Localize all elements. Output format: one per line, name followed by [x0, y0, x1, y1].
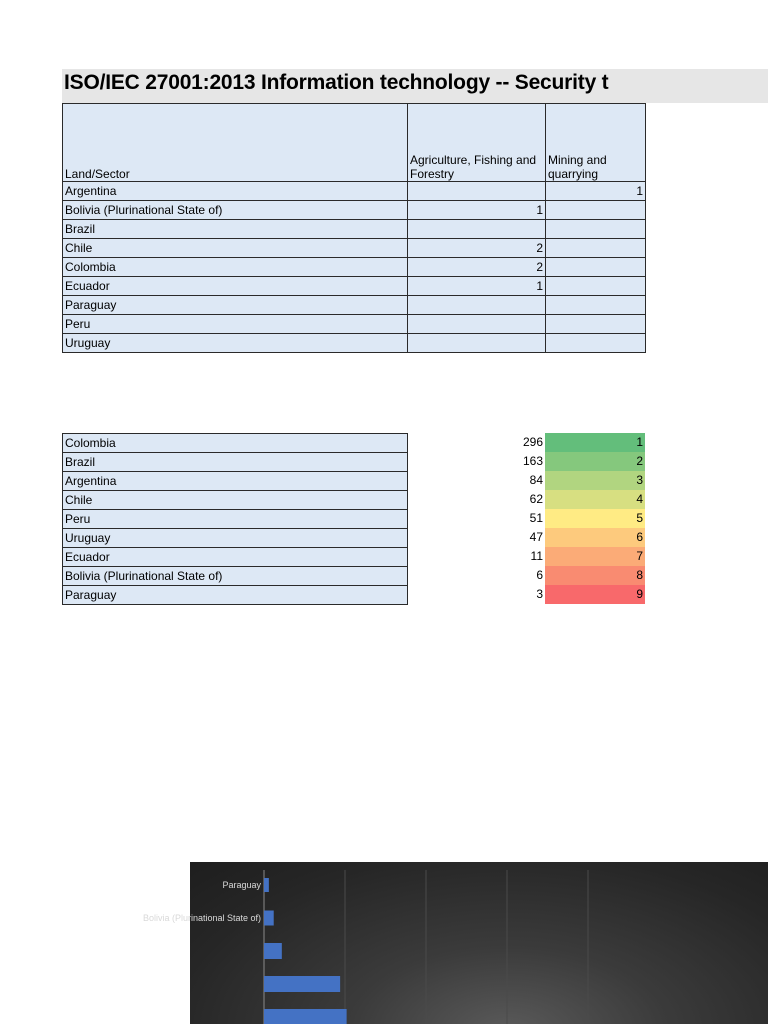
- table-row: [63, 315, 646, 334]
- sector-header-cell[interactable]: Agriculture, Fishing and Forestry: [408, 104, 546, 182]
- agriculture-cell[interactable]: [408, 296, 546, 315]
- ranking-count-cell[interactable]: 84: [529, 473, 543, 487]
- bar-chart[interactable]: [142, 862, 768, 1024]
- agriculture-cell[interactable]: [408, 182, 546, 201]
- table-row: [63, 239, 646, 258]
- table-row: [408, 566, 645, 585]
- table-row: [63, 258, 646, 277]
- country-cell[interactable]: Brazil: [63, 220, 408, 239]
- ranking-count-cell[interactable]: 6: [536, 568, 543, 582]
- agriculture-cell[interactable]: [408, 220, 546, 239]
- table-row: [63, 220, 646, 239]
- country-cell[interactable]: Ecuador: [63, 277, 408, 296]
- ranking-rank-cell[interactable]: 2: [545, 452, 645, 471]
- mining-cell[interactable]: [546, 277, 646, 296]
- table-row: [63, 586, 408, 605]
- ranking-country-table: [62, 433, 408, 605]
- mining-cell[interactable]: [546, 220, 646, 239]
- agriculture-cell[interactable]: [408, 315, 546, 334]
- table-row: [63, 334, 646, 353]
- table-row: [63, 548, 408, 567]
- agriculture-cell[interactable]: 2: [408, 239, 546, 258]
- sector-header-cell[interactable]: Mining and quarrying: [546, 104, 646, 182]
- table-row: [408, 452, 645, 471]
- table-row: [408, 585, 645, 604]
- table-row: [63, 510, 408, 529]
- ranking-rank-cell[interactable]: 9: [545, 585, 645, 604]
- ranking-country-cell[interactable]: Ecuador: [63, 548, 408, 567]
- bar: [264, 976, 340, 992]
- bar: [264, 943, 282, 959]
- ranking-rank-cell[interactable]: 5: [545, 509, 645, 528]
- mining-cell[interactable]: [546, 334, 646, 353]
- agriculture-cell[interactable]: 1: [408, 201, 546, 220]
- ranking-country-cell[interactable]: Argentina: [63, 472, 408, 491]
- table-row: [408, 471, 645, 490]
- bar: [264, 1009, 347, 1024]
- mining-cell[interactable]: [546, 315, 646, 334]
- country-cell[interactable]: Chile: [63, 239, 408, 258]
- title-band: [62, 69, 768, 103]
- table-row: [408, 490, 645, 509]
- sector-header-row: [63, 104, 646, 182]
- table-row: [63, 434, 408, 453]
- country-cell[interactable]: Uruguay: [63, 334, 408, 353]
- table-row: [63, 453, 408, 472]
- sector-header-cell[interactable]: Land/Sector: [63, 104, 408, 182]
- table-row: [408, 509, 645, 528]
- ranking-rank-cell[interactable]: 1: [545, 433, 645, 452]
- category-label: Paraguay: [222, 880, 261, 890]
- table-row: [63, 529, 408, 548]
- table-row: [408, 433, 645, 452]
- sector-table: [62, 103, 646, 353]
- mining-cell[interactable]: [546, 239, 646, 258]
- table-row: [63, 201, 646, 220]
- agriculture-cell[interactable]: 1: [408, 277, 546, 296]
- ranking-count-cell[interactable]: 296: [522, 435, 543, 449]
- ranking-country-cell[interactable]: Uruguay: [63, 529, 408, 548]
- table-row: [63, 296, 646, 315]
- agriculture-cell[interactable]: 2: [408, 258, 546, 277]
- ranking-country-cell[interactable]: Peru: [63, 510, 408, 529]
- page-title: ISO/IEC 27001:2013 Information technology -- Security t: [64, 71, 609, 94]
- mining-cell[interactable]: 1: [546, 182, 646, 201]
- bar: [264, 911, 274, 926]
- table-row: [63, 567, 408, 586]
- ranking-rank-cell[interactable]: 8: [545, 566, 645, 585]
- ranking-country-cell[interactable]: Chile: [63, 491, 408, 510]
- table-row: [63, 472, 408, 491]
- ranking-values-table: [408, 433, 645, 604]
- category-label: Bolivia (Plurinational State of): [142, 913, 261, 923]
- ranking-rank-cell[interactable]: 6: [545, 528, 645, 547]
- country-cell[interactable]: Colombia: [63, 258, 408, 277]
- ranking-count-cell[interactable]: 11: [530, 549, 543, 563]
- table-row: [63, 182, 646, 201]
- country-cell[interactable]: Bolivia (Plurinational State of): [63, 201, 408, 220]
- mining-cell[interactable]: [546, 296, 646, 315]
- ranking-rank-cell[interactable]: 4: [545, 490, 645, 509]
- mining-cell[interactable]: [546, 258, 646, 277]
- ranking-count-cell[interactable]: 51: [529, 511, 543, 525]
- table-row: [63, 491, 408, 510]
- ranking-country-cell[interactable]: Colombia: [63, 434, 408, 453]
- ranking-country-cell[interactable]: Paraguay: [63, 586, 408, 605]
- ranking-count-cell[interactable]: 62: [529, 492, 543, 506]
- country-cell[interactable]: Paraguay: [63, 296, 408, 315]
- ranking-rank-cell[interactable]: 3: [545, 471, 645, 490]
- ranking-country-cell[interactable]: Bolivia (Plurinational State of): [63, 567, 408, 586]
- bar: [264, 878, 269, 892]
- table-row: [408, 528, 645, 547]
- table-row: [63, 277, 646, 296]
- ranking-rank-cell[interactable]: 7: [545, 547, 645, 566]
- bar-chart-svg: [142, 862, 768, 1024]
- country-cell[interactable]: Argentina: [63, 182, 408, 201]
- agriculture-cell[interactable]: [408, 334, 546, 353]
- ranking-count-cell[interactable]: 3: [536, 587, 543, 601]
- country-cell[interactable]: Peru: [63, 315, 408, 334]
- table-row: [408, 547, 645, 566]
- ranking-count-cell[interactable]: 163: [522, 454, 543, 468]
- ranking-country-cell[interactable]: Brazil: [63, 453, 408, 472]
- mining-cell[interactable]: [546, 201, 646, 220]
- ranking-count-cell[interactable]: 47: [529, 530, 543, 544]
